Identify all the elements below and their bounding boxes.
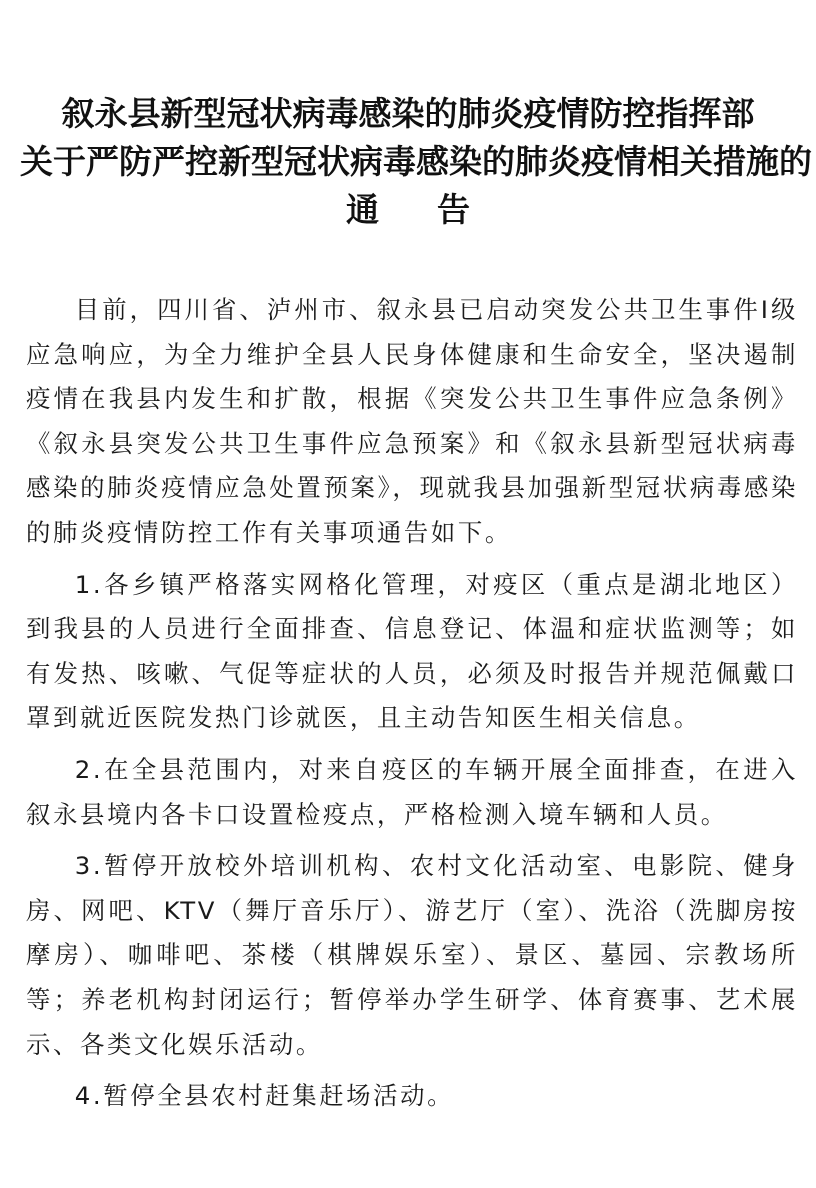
title-line-1: 叙永县新型冠状病毒感染的肺炎疫情防控指挥部 bbox=[61, 94, 755, 133]
paragraph-intro: 目前，四川省、泸州市、叙永县已启动突发公共卫生事件Ⅰ级应急响应，为全力维护全县人民身体健康和生命安全，坚决遏制疫情在我县内发生和扩散，根据《突发公共卫生事件应急条例》《叙永县突发公共卫生事件应急预案》和《叙永县新型冠状病毒感染的肺炎疫情应急处置预案》，现就我县加强新型冠状病毒感染的肺炎疫情防控工作有关事项通告如下。 bbox=[26, 295, 798, 547]
paragraph-item-4: 4.暂停全县农村赶集赶场活动。 bbox=[74, 1081, 455, 1111]
title-line-3: 通告 bbox=[346, 190, 528, 229]
paragraph-item-2: 2.在全县范围内，对来自疫区的车辆开展全面排查，在进入叙永县境内各卡口设置检疫点，严格检测入境车辆和人员。 bbox=[26, 754, 798, 829]
notice-body bbox=[26, 288, 798, 1119]
paragraph-item-3: 3.暂停开放校外培训机构、农村文化活动室、电影院、健身房、网吧、KTV（舞厅音乐厅）、游艺厅（室）、洗浴（洗脚房按摩房）、咖啡吧、茶楼（棋牌娱乐室）、景区、墓园、宗教场所等；养老机构封闭运行；暂停举办学生研学、体育赛事、艺术展示、各类文化娱乐活动。 bbox=[26, 851, 798, 1059]
title-line-2: 关于严防严控新型冠状病毒感染的肺炎疫情相关措施的 bbox=[20, 142, 812, 181]
paragraph-item-1: 1.各乡镇严格落实网格化管理，对疫区（重点是湖北地区）到我县的人员进行全面排查、信息登记、体温和症状监测等；如有发热、咳嗽、气促等症状的人员，必须及时报告并规范佩戴口罩到就近医院发热门诊就医，且主动告知医生相关信息。 bbox=[26, 569, 798, 733]
